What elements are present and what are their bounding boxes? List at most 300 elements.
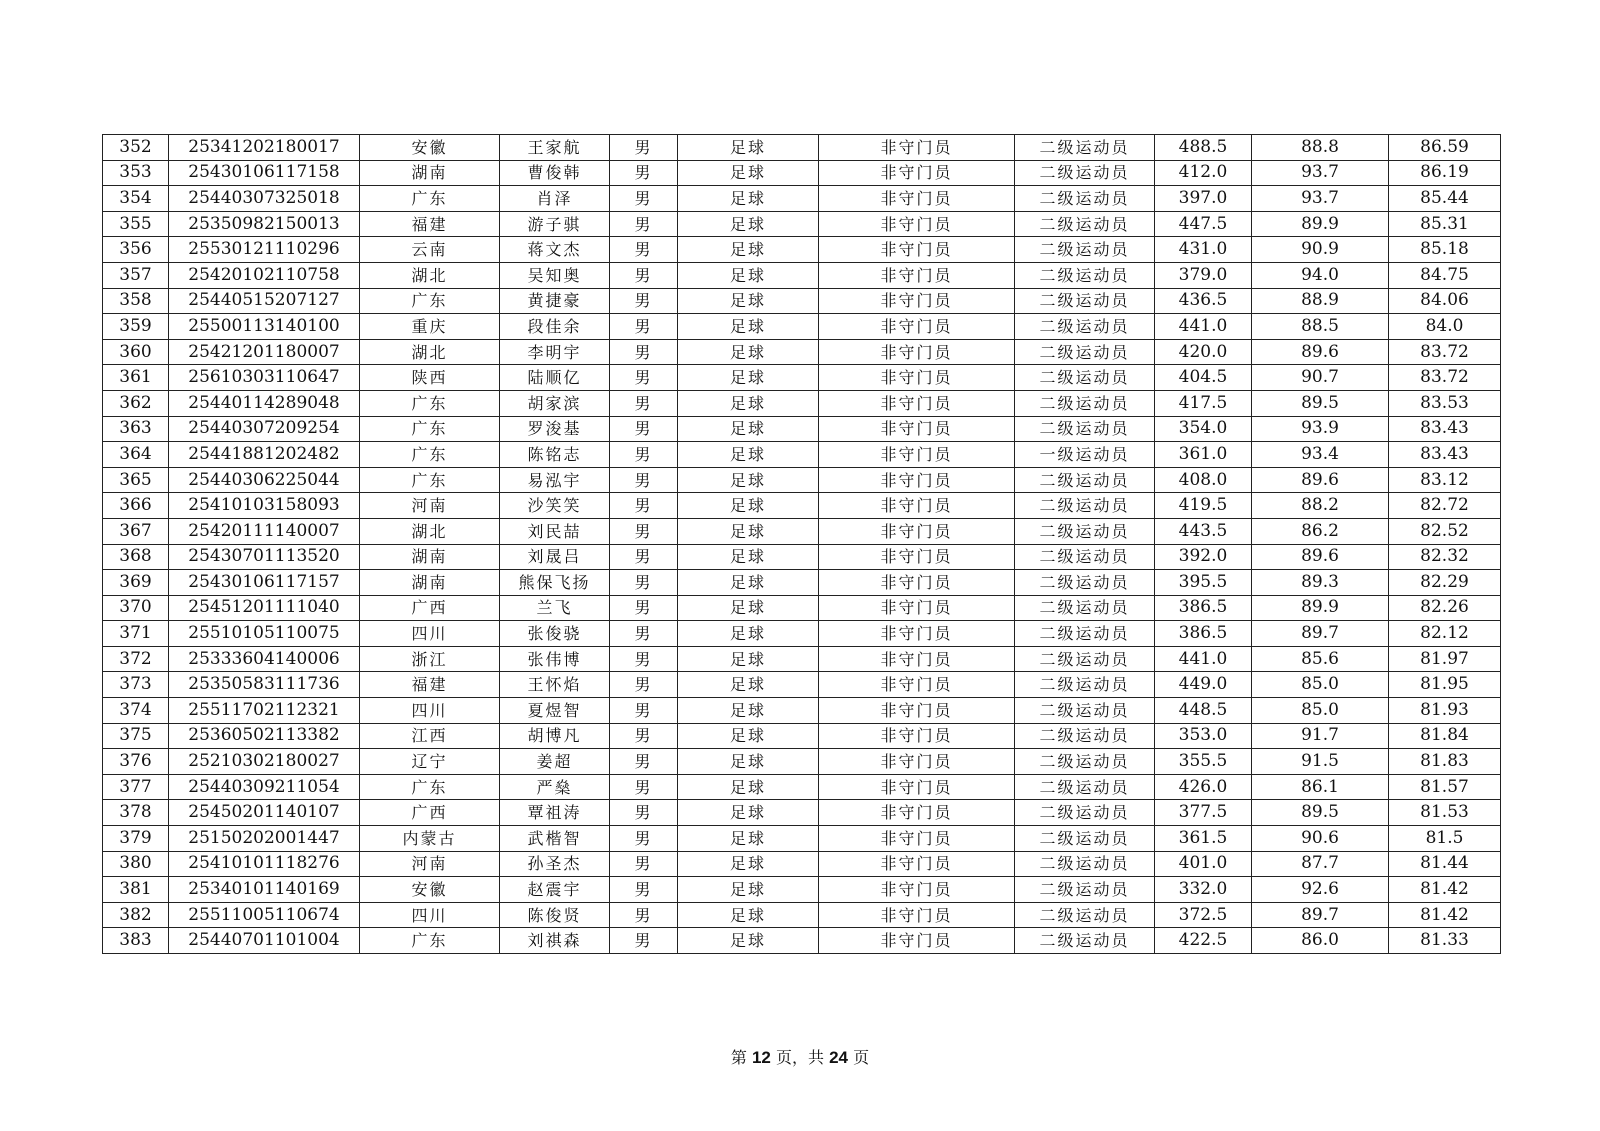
position-cell: 非守门员 xyxy=(819,314,1015,340)
position-cell: 非守门员 xyxy=(819,774,1015,800)
candidate-id-cell: 25350982150013 xyxy=(169,211,360,237)
student-name-cell: 王怀焰 xyxy=(500,672,610,698)
sport-cell: 足球 xyxy=(678,570,819,596)
sport-cell: 足球 xyxy=(678,314,819,340)
total-score-cell: 82.52 xyxy=(1389,518,1501,544)
gender-cell: 男 xyxy=(610,621,678,647)
candidate-id-cell: 25150202001447 xyxy=(169,826,360,852)
gender-cell: 男 xyxy=(610,774,678,800)
sport-score-cell: 85.6 xyxy=(1252,646,1389,672)
candidate-id-cell: 25440515207127 xyxy=(169,288,360,314)
gender-cell: 男 xyxy=(610,390,678,416)
exam-score-cell: 401.0 xyxy=(1155,851,1252,877)
total-score-cell: 83.43 xyxy=(1389,442,1501,468)
province-cell: 广东 xyxy=(360,416,500,442)
student-name-cell: 曹俊韩 xyxy=(500,160,610,186)
score-table xyxy=(102,134,1501,954)
candidate-id-cell: 25511005110674 xyxy=(169,902,360,928)
row-index-cell: 361 xyxy=(103,365,169,391)
candidate-id-cell: 25410101118276 xyxy=(169,851,360,877)
exam-score-cell: 377.5 xyxy=(1155,800,1252,826)
sport-score-cell: 89.5 xyxy=(1252,800,1389,826)
total-score-cell: 84.0 xyxy=(1389,314,1501,340)
sport-score-cell: 93.4 xyxy=(1252,442,1389,468)
row-index-cell: 372 xyxy=(103,646,169,672)
candidate-id-cell: 25450201140107 xyxy=(169,800,360,826)
footer-suffix: 页 xyxy=(853,1048,870,1067)
sport-score-cell: 88.5 xyxy=(1252,314,1389,340)
candidate-id-cell: 25210302180027 xyxy=(169,749,360,775)
table-row xyxy=(103,237,1501,263)
province-cell: 四川 xyxy=(360,698,500,724)
exam-score-cell: 395.5 xyxy=(1155,570,1252,596)
athlete-level-cell: 二级运动员 xyxy=(1015,800,1155,826)
row-index-cell: 356 xyxy=(103,237,169,263)
candidate-id-cell: 25451201111040 xyxy=(169,595,360,621)
position-cell: 非守门员 xyxy=(819,339,1015,365)
row-index-cell: 374 xyxy=(103,698,169,724)
sport-cell: 足球 xyxy=(678,186,819,212)
table-row xyxy=(103,467,1501,493)
row-index-cell: 369 xyxy=(103,570,169,596)
student-name-cell: 胡博凡 xyxy=(500,723,610,749)
sport-score-cell: 85.0 xyxy=(1252,698,1389,724)
candidate-id-cell: 25333604140006 xyxy=(169,646,360,672)
province-cell: 安徽 xyxy=(360,135,500,161)
table-row xyxy=(103,877,1501,903)
position-cell: 非守门员 xyxy=(819,800,1015,826)
total-score-cell: 81.95 xyxy=(1389,672,1501,698)
student-name-cell: 罗浚基 xyxy=(500,416,610,442)
candidate-id-cell: 25420102110758 xyxy=(169,262,360,288)
row-index-cell: 364 xyxy=(103,442,169,468)
table-row xyxy=(103,288,1501,314)
position-cell: 非守门员 xyxy=(819,493,1015,519)
province-cell: 广东 xyxy=(360,390,500,416)
student-name-cell: 严燊 xyxy=(500,774,610,800)
athlete-level-cell: 二级运动员 xyxy=(1015,160,1155,186)
sport-score-cell: 89.6 xyxy=(1252,339,1389,365)
total-score-cell: 82.12 xyxy=(1389,621,1501,647)
gender-cell: 男 xyxy=(610,544,678,570)
row-index-cell: 358 xyxy=(103,288,169,314)
row-index-cell: 375 xyxy=(103,723,169,749)
gender-cell: 男 xyxy=(610,493,678,519)
exam-score-cell: 412.0 xyxy=(1155,160,1252,186)
student-name-cell: 吴知奥 xyxy=(500,262,610,288)
sport-cell: 足球 xyxy=(678,160,819,186)
gender-cell: 男 xyxy=(610,698,678,724)
position-cell: 非守门员 xyxy=(819,877,1015,903)
student-name-cell: 张俊骁 xyxy=(500,621,610,647)
student-name-cell: 肖泽 xyxy=(500,186,610,212)
table-row xyxy=(103,698,1501,724)
student-name-cell: 武楷智 xyxy=(500,826,610,852)
province-cell: 湖北 xyxy=(360,339,500,365)
gender-cell: 男 xyxy=(610,160,678,186)
gender-cell: 男 xyxy=(610,877,678,903)
candidate-id-cell: 25440701101004 xyxy=(169,928,360,954)
gender-cell: 男 xyxy=(610,928,678,954)
gender-cell: 男 xyxy=(610,416,678,442)
sport-cell: 足球 xyxy=(678,698,819,724)
footer-middle: 页，共 xyxy=(775,1048,824,1067)
position-cell: 非守门员 xyxy=(819,518,1015,544)
table-row xyxy=(103,390,1501,416)
exam-score-cell: 417.5 xyxy=(1155,390,1252,416)
student-name-cell: 覃祖涛 xyxy=(500,800,610,826)
total-score-cell: 84.75 xyxy=(1389,262,1501,288)
athlete-level-cell: 二级运动员 xyxy=(1015,339,1155,365)
gender-cell: 男 xyxy=(610,442,678,468)
gender-cell: 男 xyxy=(610,288,678,314)
athlete-level-cell: 一级运动员 xyxy=(1015,442,1155,468)
candidate-id-cell: 25440307209254 xyxy=(169,416,360,442)
province-cell: 广东 xyxy=(360,442,500,468)
province-cell: 辽宁 xyxy=(360,749,500,775)
sport-score-cell: 88.2 xyxy=(1252,493,1389,519)
row-index-cell: 373 xyxy=(103,672,169,698)
row-index-cell: 366 xyxy=(103,493,169,519)
exam-score-cell: 355.5 xyxy=(1155,749,1252,775)
athlete-level-cell: 二级运动员 xyxy=(1015,314,1155,340)
sport-score-cell: 89.9 xyxy=(1252,595,1389,621)
exam-score-cell: 441.0 xyxy=(1155,314,1252,340)
student-name-cell: 陈铭志 xyxy=(500,442,610,468)
total-score-cell: 83.72 xyxy=(1389,339,1501,365)
gender-cell: 男 xyxy=(610,339,678,365)
athlete-level-cell: 二级运动员 xyxy=(1015,544,1155,570)
row-index-cell: 379 xyxy=(103,826,169,852)
candidate-id-cell: 25610303110647 xyxy=(169,365,360,391)
student-name-cell: 张伟博 xyxy=(500,646,610,672)
table-row xyxy=(103,646,1501,672)
province-cell: 福建 xyxy=(360,211,500,237)
province-cell: 四川 xyxy=(360,902,500,928)
student-name-cell: 蒋文杰 xyxy=(500,237,610,263)
total-score-cell: 81.53 xyxy=(1389,800,1501,826)
total-score-cell: 81.33 xyxy=(1389,928,1501,954)
gender-cell: 男 xyxy=(610,570,678,596)
student-name-cell: 陈俊贤 xyxy=(500,902,610,928)
candidate-id-cell: 25420111140007 xyxy=(169,518,360,544)
athlete-level-cell: 二级运动员 xyxy=(1015,288,1155,314)
sport-cell: 足球 xyxy=(678,442,819,468)
athlete-level-cell: 二级运动员 xyxy=(1015,595,1155,621)
gender-cell: 男 xyxy=(610,262,678,288)
student-name-cell: 孙圣杰 xyxy=(500,851,610,877)
position-cell: 非守门员 xyxy=(819,749,1015,775)
student-name-cell: 夏煜智 xyxy=(500,698,610,724)
position-cell: 非守门员 xyxy=(819,442,1015,468)
province-cell: 浙江 xyxy=(360,646,500,672)
sport-score-cell: 85.0 xyxy=(1252,672,1389,698)
position-cell: 非守门员 xyxy=(819,570,1015,596)
athlete-level-cell: 二级运动员 xyxy=(1015,826,1155,852)
row-index-cell: 354 xyxy=(103,186,169,212)
sport-score-cell: 90.6 xyxy=(1252,826,1389,852)
row-index-cell: 376 xyxy=(103,749,169,775)
row-index-cell: 377 xyxy=(103,774,169,800)
sport-cell: 足球 xyxy=(678,595,819,621)
gender-cell: 男 xyxy=(610,314,678,340)
table-row xyxy=(103,851,1501,877)
student-name-cell: 胡家滨 xyxy=(500,390,610,416)
exam-score-cell: 361.0 xyxy=(1155,442,1252,468)
gender-cell: 男 xyxy=(610,595,678,621)
table-row xyxy=(103,339,1501,365)
sport-cell: 足球 xyxy=(678,774,819,800)
sport-score-cell: 93.9 xyxy=(1252,416,1389,442)
sport-cell: 足球 xyxy=(678,672,819,698)
row-index-cell: 371 xyxy=(103,621,169,647)
total-score-cell: 81.57 xyxy=(1389,774,1501,800)
student-name-cell: 刘祺森 xyxy=(500,928,610,954)
exam-score-cell: 392.0 xyxy=(1155,544,1252,570)
candidate-id-cell: 25500113140100 xyxy=(169,314,360,340)
candidate-id-cell: 25440114289048 xyxy=(169,390,360,416)
total-score-cell: 81.97 xyxy=(1389,646,1501,672)
exam-score-cell: 372.5 xyxy=(1155,902,1252,928)
total-score-cell: 81.44 xyxy=(1389,851,1501,877)
candidate-id-cell: 25360502113382 xyxy=(169,723,360,749)
total-score-cell: 85.18 xyxy=(1389,237,1501,263)
athlete-level-cell: 二级运动员 xyxy=(1015,467,1155,493)
athlete-level-cell: 二级运动员 xyxy=(1015,621,1155,647)
sport-cell: 足球 xyxy=(678,135,819,161)
gender-cell: 男 xyxy=(610,749,678,775)
table-row xyxy=(103,570,1501,596)
sport-cell: 足球 xyxy=(678,288,819,314)
province-cell: 陕西 xyxy=(360,365,500,391)
total-score-cell: 84.06 xyxy=(1389,288,1501,314)
gender-cell: 男 xyxy=(610,135,678,161)
table-body xyxy=(103,135,1501,954)
sport-cell: 足球 xyxy=(678,339,819,365)
student-name-cell: 刘民喆 xyxy=(500,518,610,544)
exam-score-cell: 449.0 xyxy=(1155,672,1252,698)
province-cell: 河南 xyxy=(360,493,500,519)
sport-score-cell: 93.7 xyxy=(1252,160,1389,186)
total-score-cell: 86.19 xyxy=(1389,160,1501,186)
position-cell: 非守门员 xyxy=(819,826,1015,852)
sport-cell: 足球 xyxy=(678,467,819,493)
sport-score-cell: 90.7 xyxy=(1252,365,1389,391)
total-score-cell: 82.32 xyxy=(1389,544,1501,570)
row-index-cell: 381 xyxy=(103,877,169,903)
sport-score-cell: 89.3 xyxy=(1252,570,1389,596)
current-page-number: 12 xyxy=(751,1048,771,1067)
row-index-cell: 362 xyxy=(103,390,169,416)
athlete-level-cell: 二级运动员 xyxy=(1015,749,1155,775)
exam-score-cell: 397.0 xyxy=(1155,186,1252,212)
position-cell: 非守门员 xyxy=(819,928,1015,954)
athlete-level-cell: 二级运动员 xyxy=(1015,186,1155,212)
student-name-cell: 王家航 xyxy=(500,135,610,161)
student-name-cell: 陆顺亿 xyxy=(500,365,610,391)
position-cell: 非守门员 xyxy=(819,672,1015,698)
exam-score-cell: 379.0 xyxy=(1155,262,1252,288)
row-index-cell: 352 xyxy=(103,135,169,161)
position-cell: 非守门员 xyxy=(819,698,1015,724)
sport-score-cell: 89.5 xyxy=(1252,390,1389,416)
sport-cell: 足球 xyxy=(678,390,819,416)
student-name-cell: 兰飞 xyxy=(500,595,610,621)
row-index-cell: 380 xyxy=(103,851,169,877)
candidate-id-cell: 25440307325018 xyxy=(169,186,360,212)
gender-cell: 男 xyxy=(610,646,678,672)
athlete-level-cell: 二级运动员 xyxy=(1015,723,1155,749)
athlete-level-cell: 二级运动员 xyxy=(1015,365,1155,391)
sport-cell: 足球 xyxy=(678,851,819,877)
position-cell: 非守门员 xyxy=(819,723,1015,749)
province-cell: 湖南 xyxy=(360,160,500,186)
student-name-cell: 李明宇 xyxy=(500,339,610,365)
province-cell: 湖南 xyxy=(360,570,500,596)
student-name-cell: 游子骐 xyxy=(500,211,610,237)
athlete-level-cell: 二级运动员 xyxy=(1015,135,1155,161)
sport-score-cell: 86.1 xyxy=(1252,774,1389,800)
row-index-cell: 382 xyxy=(103,902,169,928)
athlete-level-cell: 二级运动员 xyxy=(1015,902,1155,928)
exam-score-cell: 404.5 xyxy=(1155,365,1252,391)
row-index-cell: 378 xyxy=(103,800,169,826)
province-cell: 广东 xyxy=(360,467,500,493)
student-name-cell: 姜超 xyxy=(500,749,610,775)
total-score-cell: 83.12 xyxy=(1389,467,1501,493)
exam-score-cell: 426.0 xyxy=(1155,774,1252,800)
province-cell: 广西 xyxy=(360,800,500,826)
student-name-cell: 段佳余 xyxy=(500,314,610,340)
table-row xyxy=(103,365,1501,391)
gender-cell: 男 xyxy=(610,186,678,212)
exam-score-cell: 386.5 xyxy=(1155,621,1252,647)
athlete-level-cell: 二级运动员 xyxy=(1015,928,1155,954)
sport-cell: 足球 xyxy=(678,493,819,519)
table-row xyxy=(103,723,1501,749)
sport-cell: 足球 xyxy=(678,211,819,237)
sport-cell: 足球 xyxy=(678,902,819,928)
athlete-level-cell: 二级运动员 xyxy=(1015,851,1155,877)
table-row xyxy=(103,211,1501,237)
sport-score-cell: 87.7 xyxy=(1252,851,1389,877)
gender-cell: 男 xyxy=(610,902,678,928)
table-row xyxy=(103,186,1501,212)
province-cell: 福建 xyxy=(360,672,500,698)
table-row xyxy=(103,774,1501,800)
total-score-cell: 85.44 xyxy=(1389,186,1501,212)
student-name-cell: 赵震宇 xyxy=(500,877,610,903)
position-cell: 非守门员 xyxy=(819,135,1015,161)
total-score-cell: 81.83 xyxy=(1389,749,1501,775)
position-cell: 非守门员 xyxy=(819,544,1015,570)
province-cell: 广东 xyxy=(360,774,500,800)
sport-cell: 足球 xyxy=(678,237,819,263)
position-cell: 非守门员 xyxy=(819,365,1015,391)
position-cell: 非守门员 xyxy=(819,186,1015,212)
position-cell: 非守门员 xyxy=(819,390,1015,416)
total-score-cell: 83.53 xyxy=(1389,390,1501,416)
province-cell: 内蒙古 xyxy=(360,826,500,852)
province-cell: 广西 xyxy=(360,595,500,621)
sport-cell: 足球 xyxy=(678,749,819,775)
page-footer xyxy=(0,1045,1600,1068)
sport-cell: 足球 xyxy=(678,826,819,852)
exam-score-cell: 354.0 xyxy=(1155,416,1252,442)
position-cell: 非守门员 xyxy=(819,621,1015,647)
province-cell: 湖南 xyxy=(360,544,500,570)
candidate-id-cell: 25441881202482 xyxy=(169,442,360,468)
total-score-cell: 83.72 xyxy=(1389,365,1501,391)
athlete-level-cell: 二级运动员 xyxy=(1015,877,1155,903)
total-score-cell: 82.26 xyxy=(1389,595,1501,621)
total-score-cell: 83.43 xyxy=(1389,416,1501,442)
athlete-level-cell: 二级运动员 xyxy=(1015,672,1155,698)
position-cell: 非守门员 xyxy=(819,160,1015,186)
row-index-cell: 365 xyxy=(103,467,169,493)
total-score-cell: 86.59 xyxy=(1389,135,1501,161)
candidate-id-cell: 25350583111736 xyxy=(169,672,360,698)
province-cell: 湖北 xyxy=(360,518,500,544)
table-row xyxy=(103,518,1501,544)
athlete-level-cell: 二级运动员 xyxy=(1015,774,1155,800)
athlete-level-cell: 二级运动员 xyxy=(1015,211,1155,237)
total-page-count: 24 xyxy=(829,1048,849,1067)
province-cell: 安徽 xyxy=(360,877,500,903)
candidate-id-cell: 25440309211054 xyxy=(169,774,360,800)
row-index-cell: 363 xyxy=(103,416,169,442)
table-row xyxy=(103,160,1501,186)
province-cell: 河南 xyxy=(360,851,500,877)
exam-score-cell: 420.0 xyxy=(1155,339,1252,365)
total-score-cell: 82.29 xyxy=(1389,570,1501,596)
total-score-cell: 85.31 xyxy=(1389,211,1501,237)
candidate-id-cell: 25440306225044 xyxy=(169,467,360,493)
table-row xyxy=(103,928,1501,954)
row-index-cell: 360 xyxy=(103,339,169,365)
sport-cell: 足球 xyxy=(678,877,819,903)
candidate-id-cell: 25341202180017 xyxy=(169,135,360,161)
exam-score-cell: 353.0 xyxy=(1155,723,1252,749)
athlete-level-cell: 二级运动员 xyxy=(1015,493,1155,519)
athlete-level-cell: 二级运动员 xyxy=(1015,237,1155,263)
sport-score-cell: 92.6 xyxy=(1252,877,1389,903)
total-score-cell: 81.5 xyxy=(1389,826,1501,852)
sport-score-cell: 88.9 xyxy=(1252,288,1389,314)
candidate-id-cell: 25430106117158 xyxy=(169,160,360,186)
athlete-level-cell: 二级运动员 xyxy=(1015,698,1155,724)
sport-cell: 足球 xyxy=(678,646,819,672)
athlete-level-cell: 二级运动员 xyxy=(1015,646,1155,672)
position-cell: 非守门员 xyxy=(819,237,1015,263)
exam-score-cell: 448.5 xyxy=(1155,698,1252,724)
candidate-id-cell: 25421201180007 xyxy=(169,339,360,365)
sport-score-cell: 91.5 xyxy=(1252,749,1389,775)
position-cell: 非守门员 xyxy=(819,288,1015,314)
table-row xyxy=(103,621,1501,647)
table-row xyxy=(103,416,1501,442)
candidate-id-cell: 25410103158093 xyxy=(169,493,360,519)
total-score-cell: 81.93 xyxy=(1389,698,1501,724)
total-score-cell: 81.84 xyxy=(1389,723,1501,749)
exam-score-cell: 386.5 xyxy=(1155,595,1252,621)
total-score-cell: 82.72 xyxy=(1389,493,1501,519)
sport-score-cell: 90.9 xyxy=(1252,237,1389,263)
table-row xyxy=(103,800,1501,826)
table-row xyxy=(103,493,1501,519)
candidate-id-cell: 25430106117157 xyxy=(169,570,360,596)
table-row xyxy=(103,902,1501,928)
